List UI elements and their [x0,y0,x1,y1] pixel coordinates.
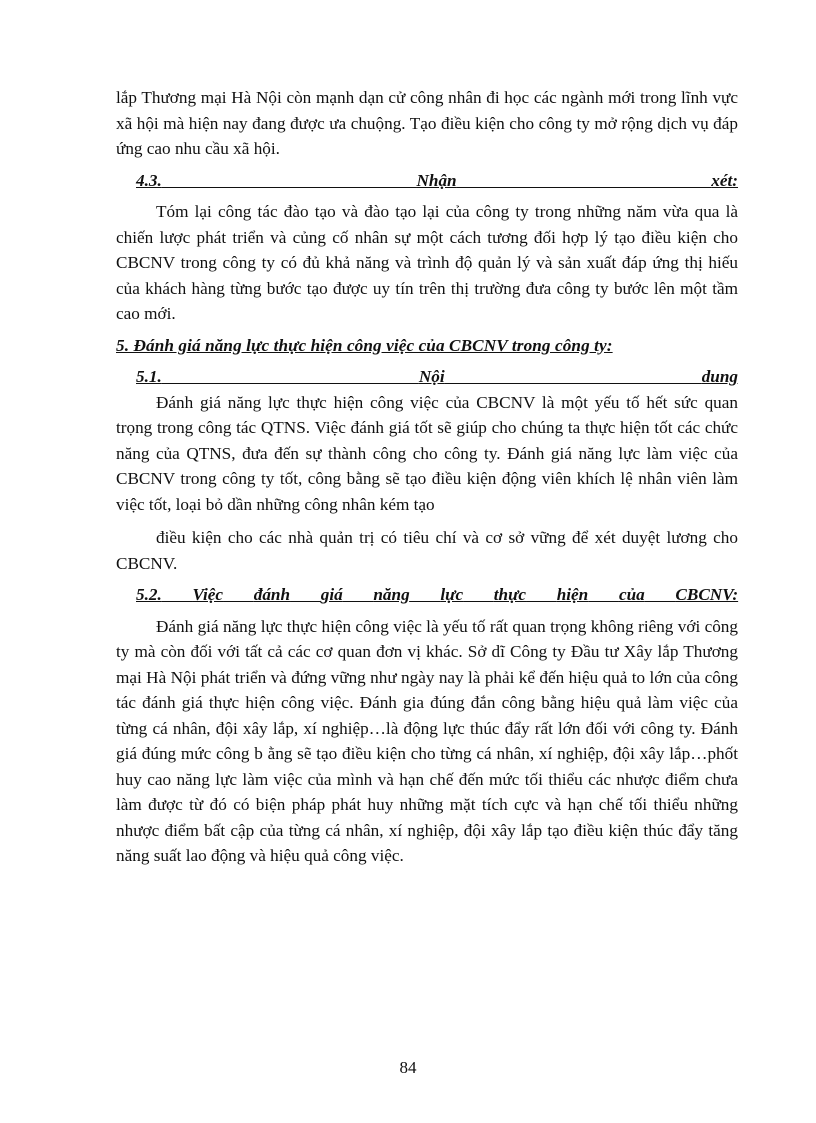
heading-5-2-word: lực [440,585,464,604]
heading-5-2-word: 5.2. [136,585,162,604]
page-content [116,85,738,869]
heading-5-2-word: năng [373,585,410,604]
paragraph-5-2: Đánh giá năng lực thực hiện công việc là yếu tố rất quan trọng không riêng với công ty mà còn đối với tất cả các cơ quan đơn vị khác. Sở dĩ Công ty Đầu tư Xây lắp Thương mại Hà Nội phát triển và đứng vững như ngày nay là phải kể đến hiệu quả to lớn của công tác đánh giá thực hiện công việc. Đánh gia đúng đắn công bằng hiệu quả làm việc của từng cá nhân, đội xây lắp, xí nghiệp…là động lực thúc đẩy rất lớn đối với công ty. Đánh giá đúng mức công b ằng sẽ tạo điều kiện cho từng cá nhân, xí nghiệp, đội xây lắp…phốt huy cao năng lực làm việc của mình và hạn chế đến mức tối thiểu các nhược điểm chưa làm được từ đó có biện pháp phát huy những mặt tích cực và hạn chế tối thiểu những nhược điểm bất cập của từng cá nhân, xí nghiệp, đội xây lắp tạo điều kiện thúc đẩy tăng năng suất lao động và hiệu quả công việc. [116,616,738,865]
heading-5-2-word: hiện [556,585,589,604]
paragraph-5-1-a: Đánh giá năng lực thực hiện công việc của CBCNV là một yếu tố hết sức quan trọng trong công tác QTNS. Việc đánh giá tốt sẽ giúp cho chúng ta thực hiện tốt các chức năng của QTNS, đưa đến sự thành công cho công ty. Đánh giá năng lực làm việc của CBCNV trong công ty tốt, công bằng sẽ tạo điều kiện động viên khích lệ nhân viên làm việc tốt, loại bỏ dần những công nhân kém tạo [116,392,738,514]
heading-5-2-word: Việc [192,585,224,604]
paragraph-intro: lắp Thương mại Hà Nội còn mạnh dạn cử công nhân đi học các ngành mới trong lĩnh vực xã hội mà hiện nay đang được ưa chuộng. Tạo điều kiện cho công ty mở rộng dịch vụ đáp ứng cao nhu cầu xã hội. [116,88,738,158]
heading-5-1-word1: Nội [418,367,445,386]
section-5-title: 5. Đánh giá năng lực thực hiện công việc của CBCNV trong công ty: [116,335,613,355]
heading-4-3-word2: xét: [711,170,739,190]
heading-5-2-word: của [618,585,645,604]
heading-5-1 [116,364,738,390]
heading-4-3-word1: Nhận [416,170,457,190]
page-number: 84 [399,1058,417,1077]
paragraph-4-3: Tóm lại công tác đào tạo và đào tạo lại của công ty trong những năm vừa qua là chiến lược phát triển và củng cố nhân sự một cách tương đối hợp lý tạo điều kiện cho CBCNV trong công ty có đủ khả năng và trình độ quản lý và sản xuất đáp ứng thị hiếu của khách hàng từng bước tạo được uy tín trên thị trường đưa công ty bước lên một tầm cao mới. [116,202,738,323]
heading-5-2-word: thực [493,585,527,604]
heading-5-1-number: 5.1. [136,367,162,386]
heading-5-2 [116,582,738,608]
paragraph-5-1-b: điều kiện cho các nhà quản trị có tiêu chí và cơ sở vững để xét duyệt lương cho CBCNV. [116,528,738,573]
heading-4-3 [116,168,738,194]
heading-4-3-number: 4.3. [136,170,162,190]
heading-5-2-word: giá [320,585,343,604]
heading-5-1-word2: dung [701,367,738,386]
heading-5-2-word: CBCNV: [675,585,739,604]
heading-5-2-word: đánh [253,585,291,604]
